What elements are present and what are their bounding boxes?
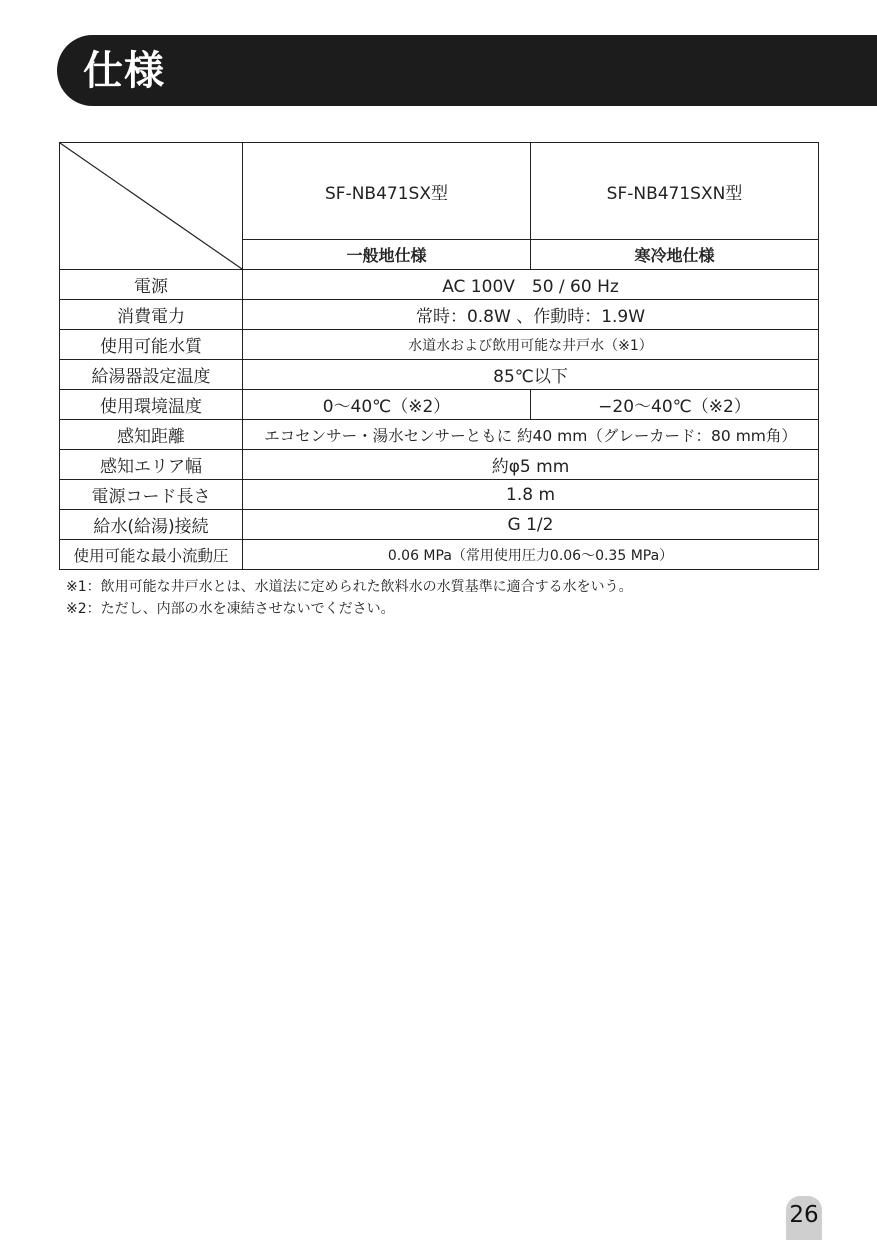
row-value: 0.06 MPa（常用使用圧力0.06〜0.35 MPa） [243, 540, 819, 570]
row-value: 1.8 m [243, 480, 819, 510]
variant-cell: 一般地仕様 [243, 240, 531, 270]
footnote-2: ※2：ただし、内部の水を凍結させないでください。 [66, 601, 395, 617]
corner-diagonal-cell [60, 143, 243, 270]
row-value: 0〜40℃（※2） [243, 390, 531, 420]
table-row [60, 390, 819, 420]
row-value: 水道水および飲用可能な井戸水（※1） [243, 330, 819, 360]
row-label: 使用可能な最小流動圧 [60, 540, 243, 570]
row-label: 消費電力 [60, 300, 243, 330]
table-row [60, 420, 819, 450]
page-title: 仕様 [83, 48, 165, 94]
row-label: 電源コード長さ [60, 480, 243, 510]
table-row [60, 300, 819, 330]
row-label: 給湯器設定温度 [60, 360, 243, 390]
footnote-1: ※1：飲用可能な井戸水とは、水道法に定められた飲料水の水質基準に適合する水をいう。 [66, 579, 633, 595]
row-label: 給水(給湯)接続 [60, 510, 243, 540]
row-value: エコセンサー・湯水センサーともに 約40 mm（グレーカード：80 mm角） [243, 420, 819, 450]
variant-cell: 寒冷地仕様 [531, 240, 819, 270]
row-label: 感知距離 [60, 420, 243, 450]
table-row [60, 480, 819, 510]
row-label: 使用可能水質 [60, 330, 243, 360]
row-value: −20〜40℃（※2） [531, 390, 819, 420]
table-row [60, 510, 819, 540]
row-label: 使用環境温度 [60, 390, 243, 420]
table-row-models [60, 143, 819, 240]
table-row [60, 360, 819, 390]
table-row [60, 270, 819, 300]
row-label: 感知エリア幅 [60, 450, 243, 480]
row-label: 電源 [60, 270, 243, 300]
table-row [60, 540, 819, 570]
diagonal-line [60, 143, 242, 269]
model-name-cell: SF-NB471SXN型 [531, 143, 819, 240]
table-row [60, 330, 819, 360]
row-value: G 1/2 [243, 510, 819, 540]
header-bar [57, 35, 877, 106]
row-value: 85℃以下 [243, 360, 819, 390]
model-name-cell: SF-NB471SX型 [243, 143, 531, 240]
row-value: AC 100V 50 / 60 Hz [243, 270, 819, 300]
page-number: 26 [789, 1202, 819, 1228]
row-value: 常時：0.8W 、作動時：1.9W [243, 300, 819, 330]
footnotes [66, 576, 826, 620]
row-value: 約φ5 mm [243, 450, 819, 480]
table-row [60, 450, 819, 480]
spec-table [59, 142, 819, 570]
